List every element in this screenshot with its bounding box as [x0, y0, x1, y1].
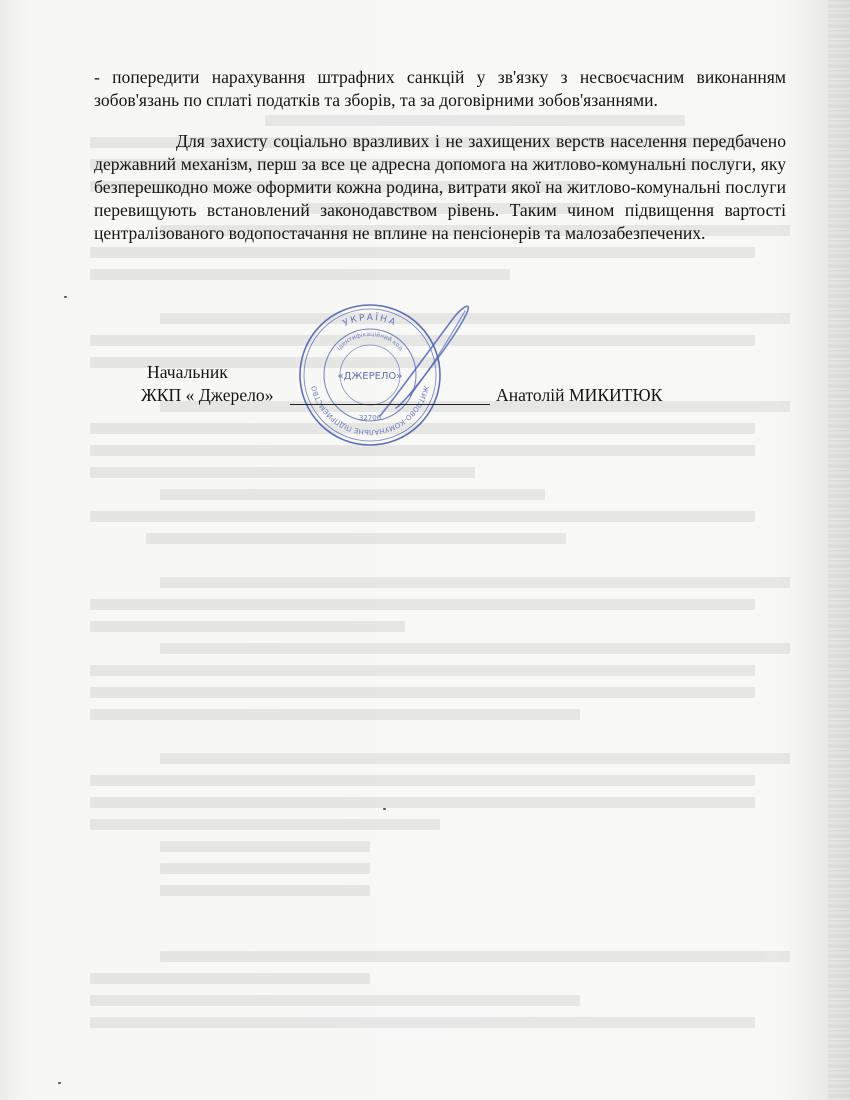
stamp-code-text: 32706 — [358, 414, 382, 422]
paragraph-obligations: - попередити нарахування штрафних санкцій у зв'язку з несвоєчасним виконанням зобов'язань по сплаті податків та зборів, та за договірними зобов'язаннями. — [94, 67, 786, 110]
paragraph-social-protection: Для захисту соціально вразливих і не захищених верств населення передбачено державний механізм, перш за все це адресна допомога на житлово-комунальні послуги, яку безперешкодно може оформити кожна родина, витрати якої на житлово-комунальні послуги перевищують встановлений законодавством рівень. Таким чином підвищення вартості централізованого водопостачання не вплине на пенсіонерів та малозабезпечених. — [94, 131, 786, 243]
signatory-title: Начальник — [147, 362, 228, 382]
signatory-organization: ЖКП « Джерело» — [141, 385, 274, 405]
signature-line — [290, 404, 490, 405]
stamp-top-text: УКРАЇНА — [341, 312, 399, 329]
stamp-inner-text: Ідентифікаційний код — [335, 330, 405, 352]
scan-edge-shadow — [828, 0, 850, 1100]
handwritten-signature — [370, 296, 490, 426]
scan-speck — [58, 1082, 61, 1084]
bleed-through-text — [90, 115, 790, 1095]
stamp-center-text: «ДЖЕРЕЛО» — [337, 371, 403, 382]
stamp-bottom-text: ЖИТЛОВО-КОМУНАЛЬНЕ ПІДПРИЄМСТВО — [310, 384, 430, 437]
scan-speck — [383, 808, 386, 810]
signatory-name: Анатолій МИКИТЮК — [496, 385, 663, 405]
letter-body — [94, 66, 786, 245]
scan-speck — [64, 296, 67, 298]
